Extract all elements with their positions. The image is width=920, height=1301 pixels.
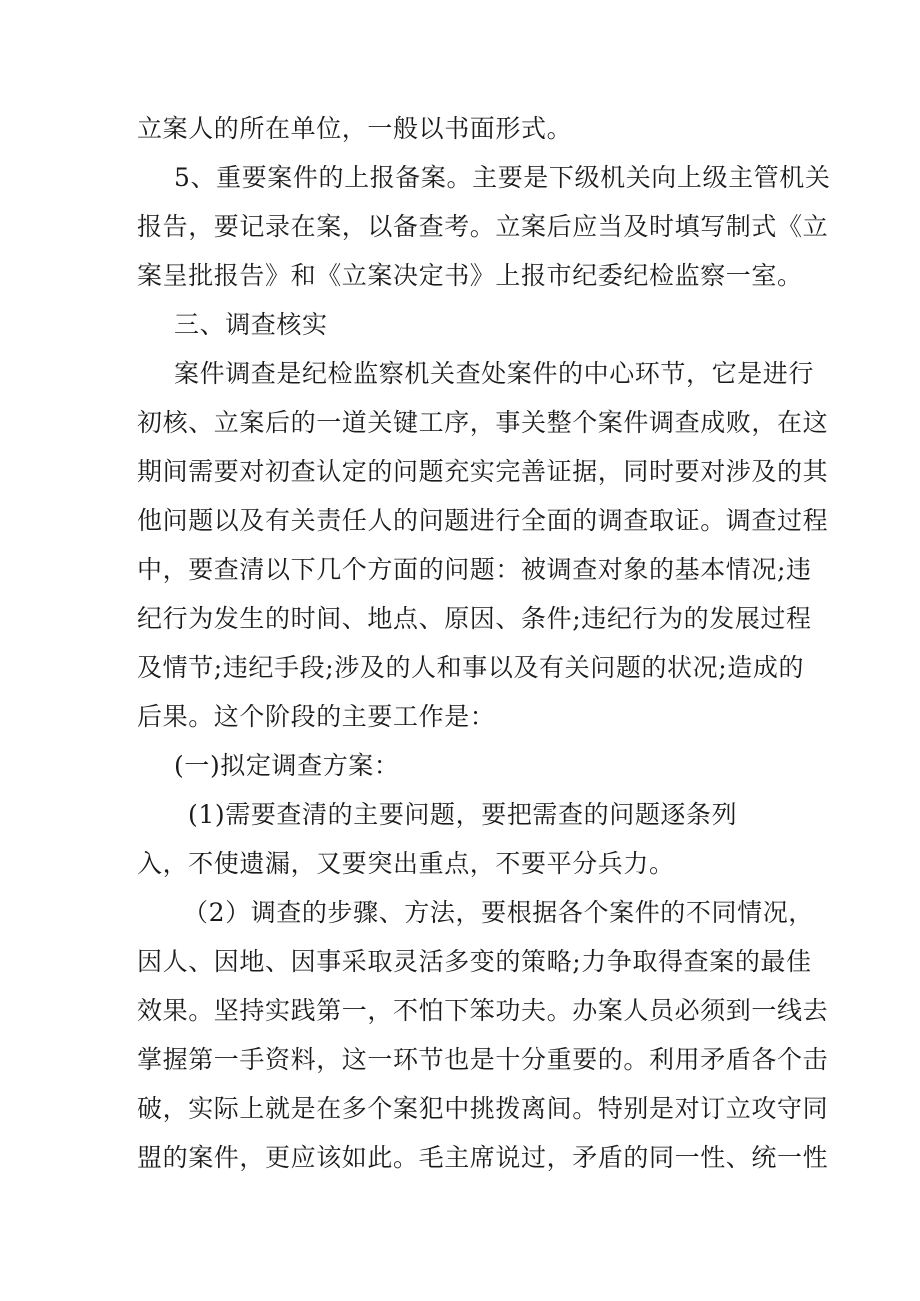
text-line: 后果。这个阶段的主要工作是：: [137, 702, 496, 731]
section-heading: 三、调查核实: [174, 310, 328, 339]
text-line: 因人、因地、因事采取灵活多变的策略;力争取得查案的最佳: [137, 947, 812, 976]
text-line: 5、重要案件的上报备案。主要是下级机关向上级主管机关: [174, 163, 831, 192]
text-line: 效果。坚持实践第一，不怕下笨功夫。办案人员必须到一线去: [137, 996, 829, 1025]
text-line: 期间需要对初查认定的问题充实完善证据，同时要对涉及的其: [137, 457, 829, 486]
text-line: 他问题以及有关责任人的问题进行全面的调查取证。调查过程: [137, 506, 829, 535]
text-line: 报告，要记录在案，以备查考。立案后应当及时填写制式《立: [137, 212, 829, 241]
text-line: 立案人的所在单位，一般以书面形式。: [137, 114, 573, 143]
text-line: 盟的案件，更应该如此。毛主席说过，矛盾的同一性、统一性: [137, 1143, 829, 1172]
text-line: 纪行为发生的时间、地点、原因、条件;违纪行为的发展过程: [137, 604, 812, 633]
text-line: (1)需要查清的主要问题，要把需查的问题逐条列: [188, 800, 738, 829]
subsection-heading: (一)拟定调查方案：: [174, 751, 400, 780]
text-line: 中，要查清以下几个方面的问题：被调查对象的基本情况;违: [137, 555, 812, 584]
text-line: 及情节;违纪手段;涉及的人和事以及有关问题的状况;造成的: [137, 653, 805, 682]
text-line: （2）调查的步骤、方法，要根据各个案件的不同情况，: [183, 898, 814, 927]
text-line: 初核、立案后的一道关键工序，事关整个案件调查成败，在这: [137, 408, 829, 437]
text-line: 入，不使遗漏，又要突出重点，不要平分兵力。: [137, 849, 675, 878]
text-line: 案件调查是纪检监察机关查处案件的中心环节，它是进行: [174, 359, 815, 388]
text-line: 掌握第一手资料，这一环节也是十分重要的。利用矛盾各个击: [137, 1045, 829, 1074]
text-line: 破，实际上就是在多个案犯中挑拨离间。特别是对订立攻守同: [137, 1094, 829, 1123]
text-line: 案呈批报告》和《立案决定书》上报市纪委纪检监察一室。: [137, 261, 803, 290]
